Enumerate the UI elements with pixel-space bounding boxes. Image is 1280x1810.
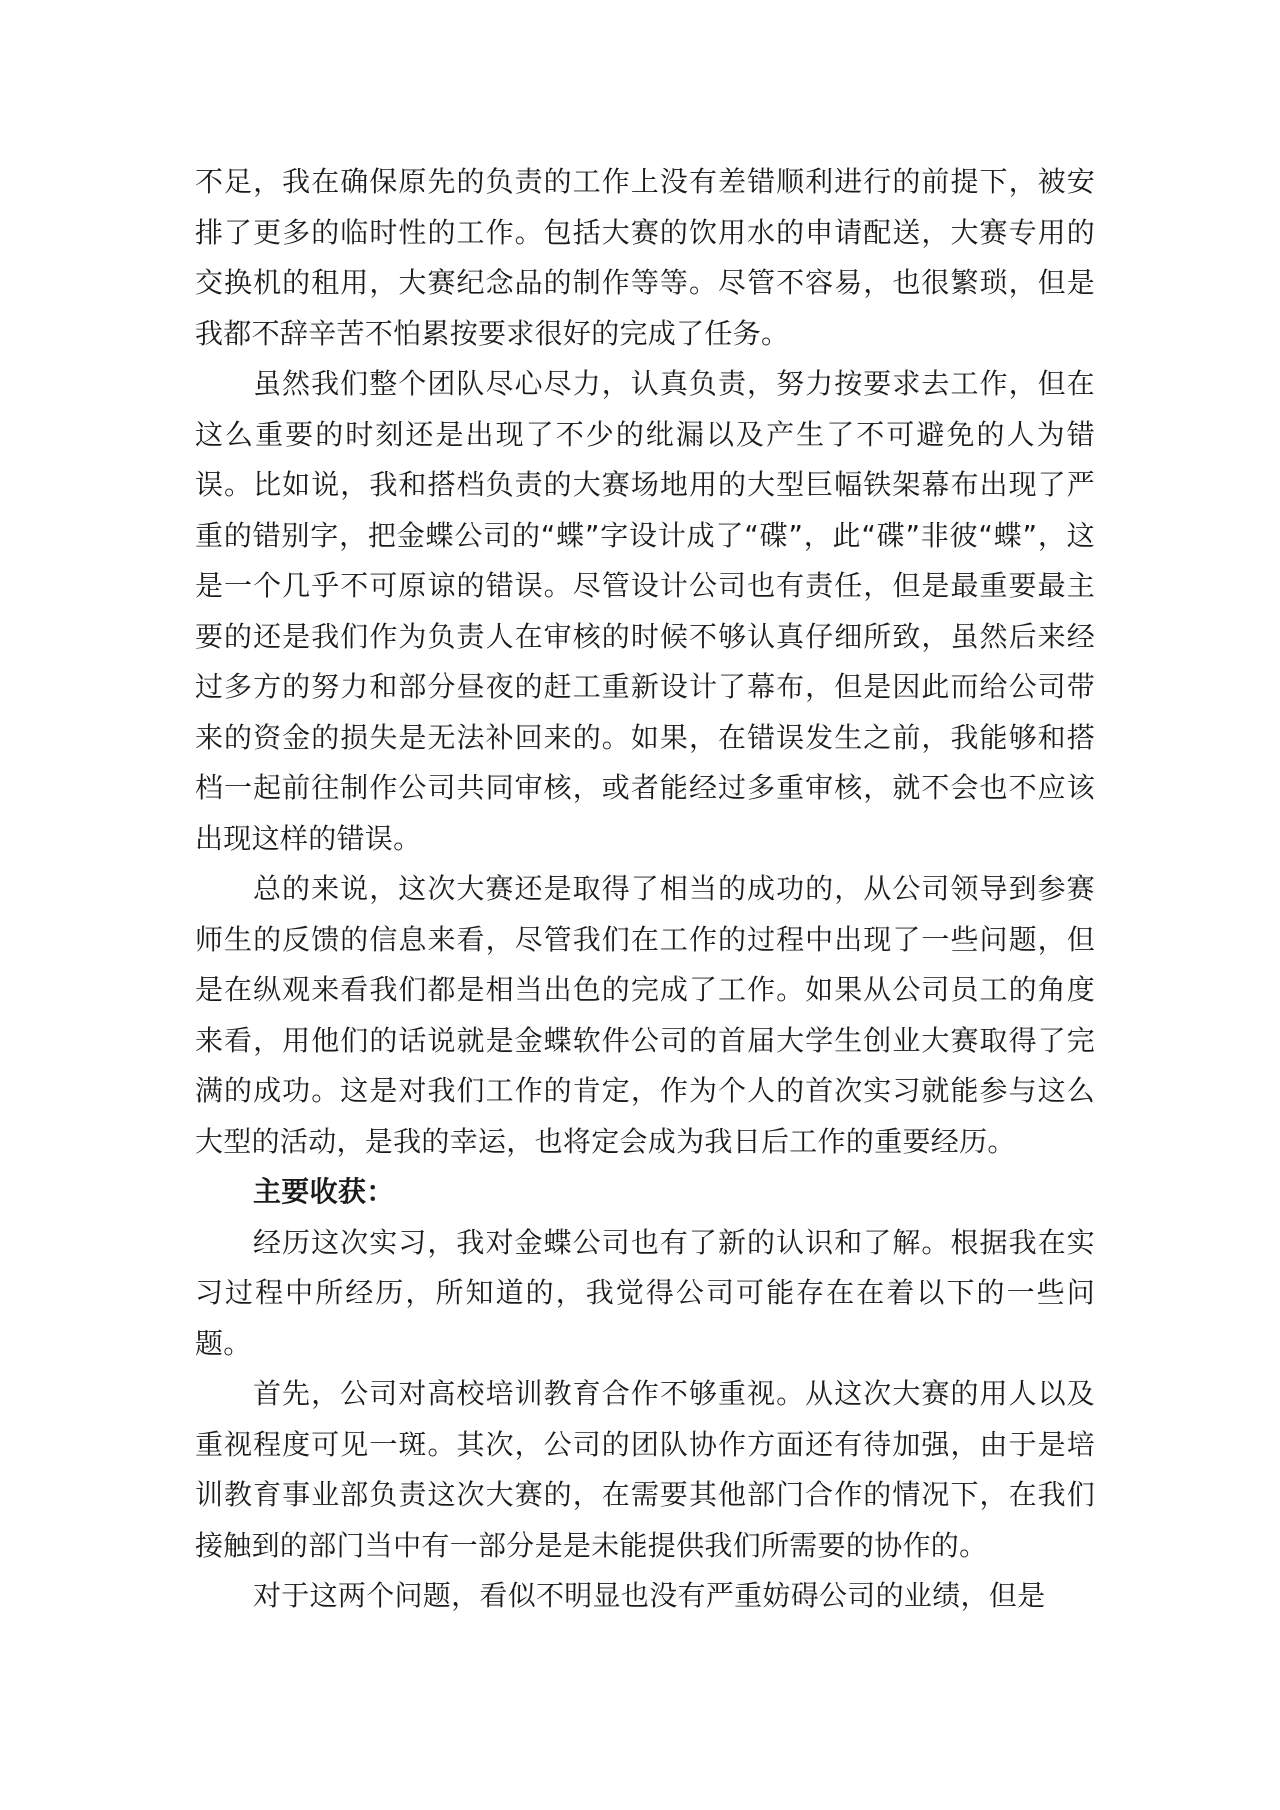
paragraph-problems: 首先，公司对高校培训教育合作不够重视。从这次大赛的用人以及重视程度可见一斑。其次，公司的团队协作方面还有待加强，由于是培训教育事业部负责这次大赛的，在需要其他部门合作的情况下，在我们接触到的部门当中有一部分是是未能提供我们所需要的协作的。: [195, 1377, 1095, 1562]
paragraph-continuation: 不足，我在确保原先的负责的工作上没有差错顺利进行的前提下，被安排了更多的临时性的工作。包括大赛的饮用水的申请配送，大赛专用的交换机的租用，大赛纪念品的制作等等。尽管不容易，也很繁琐，但是我都不辞辛苦不怕累按要求很好的完成了任务。: [195, 165, 1095, 350]
paragraph-new-understanding: 经历这次实习，我对金蝶公司也有了新的认识和了解。根据我在实习过程中所经历，所知道的，我觉得公司可能存在在着以下的一些问题。: [195, 1225, 1095, 1360]
paragraph-team-errors: 虽然我们整个团队尽心尽力，认真负责，努力按要求去工作，但在这么重要的时刻还是出现了不少的纰漏以及产生了不可避免的人为错误。比如说，我和搭档负责的大赛场地用的大型巨幅铁架幕布出现了严重的错别字，把金蝶公司的“蝶”字设计成了“碟”，此“碟”非彼“蝶”，这是一个几乎不可原谅的错误。尽管设计公司也有责任，但是最重要最主要的还是我们作为负责人在审核的时候不够认真仔细所致，虽然后来经过多方的努力和部分昼夜的赶工重新设计了幕布，但是因此而给公司带来的资金的损失是无法补回来的。如果，在错误发生之前，我能够和搭档一起前往制作公司共同审核，或者能经过多重审核，就不会也不应该出现这样的错误。: [195, 367, 1095, 855]
paragraph-summary: 总的来说，这次大赛还是取得了相当的成功的，从公司领导到参赛师生的反馈的信息来看，尽管我们在工作的过程中出现了一些问题，但是在纵观来看我们都是相当出色的完成了工作。如果从公司员工的角度来看，用他们的话说就是金蝶软件公司的首届大学生创业大赛取得了完满的成功。这是对我们工作的肯定，作为个人的首次实习就能参与这么大型的活动，是我的幸运，也将定会成为我日后工作的重要经历。: [195, 872, 1095, 1158]
section-heading-main-gains: 主要收获：: [253, 1175, 395, 1208]
document-body: [195, 157, 1095, 1622]
paragraph-trailing: 对于这两个问题，看似不明显也没有严重妨碍公司的业绩，但是: [253, 1579, 1046, 1612]
